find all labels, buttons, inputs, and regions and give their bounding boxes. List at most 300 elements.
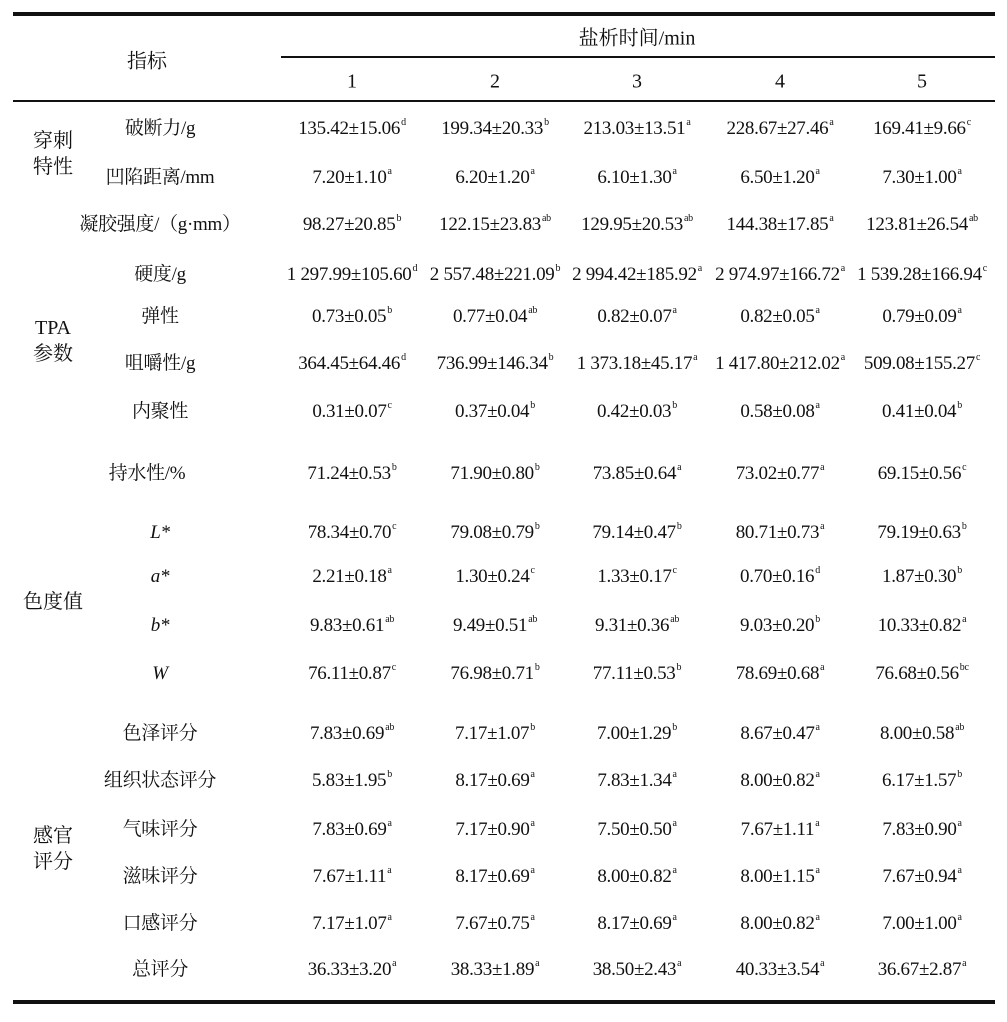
- significance-letter: a: [829, 212, 834, 224]
- table-cell: [882, 912, 961, 936]
- group-label-line: 参数: [33, 343, 73, 365]
- column-header-4: 4: [775, 70, 785, 93]
- group-label-0: [33, 128, 73, 180]
- significance-letter: a: [530, 911, 535, 923]
- group-label-line: 评分: [33, 851, 73, 873]
- significance-letter: a: [957, 911, 962, 923]
- group-label-line: 特性: [33, 156, 73, 178]
- significance-letter: a: [387, 864, 392, 876]
- group-label-line: TPA: [35, 317, 71, 339]
- cell-value: 8.00±1.15: [740, 866, 815, 887]
- table-cell: [736, 662, 825, 686]
- cell-value: 228.67±27.46: [726, 118, 829, 139]
- significance-letter: a: [387, 165, 392, 177]
- cell-value: 0.41±0.04: [882, 401, 957, 422]
- significance-letter: b: [555, 262, 561, 274]
- significance-letter: b: [676, 520, 682, 532]
- significance-letter: ab: [385, 613, 395, 625]
- significance-letter: b: [676, 661, 682, 673]
- table-cell: [736, 462, 825, 486]
- cell-value: 7.67±0.94: [882, 866, 957, 887]
- table-cell: [287, 263, 417, 287]
- significance-letter: b: [957, 768, 962, 780]
- table-cell: [455, 166, 534, 190]
- significance-letter: a: [962, 957, 967, 969]
- cell-value: 6.20±1.20: [455, 167, 530, 188]
- cell-value: 0.82±0.07: [597, 306, 672, 327]
- significance-letter: a: [672, 864, 677, 876]
- cell-value: 9.49±0.51: [452, 615, 528, 636]
- table-cell: [455, 769, 534, 793]
- significance-letter: bc: [959, 661, 969, 673]
- table-cell: [308, 958, 397, 982]
- significance-letter: ab: [670, 613, 680, 625]
- significance-letter: b: [391, 461, 397, 473]
- significance-letter: a: [686, 116, 691, 128]
- table-cell: [878, 462, 967, 486]
- table-cell: [878, 614, 967, 638]
- significance-letter: b: [957, 564, 962, 576]
- significance-letter: a: [840, 262, 845, 274]
- group-label-1: [33, 315, 73, 367]
- cell-value: 0.82±0.05: [740, 306, 815, 327]
- table-cell: [740, 565, 820, 589]
- cell-value: 509.08±155.27: [863, 353, 975, 374]
- table-cell: [715, 352, 845, 376]
- significance-letter: a: [672, 817, 677, 829]
- table-cell: [873, 117, 971, 141]
- table-cell: [453, 614, 537, 638]
- table-cell: [857, 263, 987, 287]
- row-label: b*: [150, 615, 170, 636]
- significance-letter: c: [982, 262, 987, 274]
- table-cell: [597, 166, 676, 190]
- row-label: 破断力/g: [124, 118, 196, 139]
- cell-value: 6.10±1.30: [597, 167, 672, 188]
- table-cell: [592, 521, 681, 545]
- cell-value: 0.58±0.08: [740, 401, 815, 422]
- table-cell: [310, 614, 394, 638]
- significance-letter: a: [815, 911, 820, 923]
- table-cell: [581, 213, 693, 237]
- cell-value: 2 974.97±166.72: [715, 264, 840, 285]
- significance-letter: b: [548, 351, 554, 363]
- table-cell: [740, 722, 819, 746]
- significance-letter: ab: [528, 304, 538, 316]
- row-label: 持水性/%: [108, 463, 186, 484]
- table-cell: [882, 400, 962, 424]
- table-cell: [593, 662, 681, 686]
- row-label: 色泽评分: [122, 723, 198, 744]
- cell-value: 7.50±0.50: [597, 819, 672, 840]
- cell-value: 1.30±0.24: [455, 566, 530, 587]
- table-cell: [875, 662, 968, 686]
- cell-value: 7.17±0.90: [455, 819, 530, 840]
- table-cell: [593, 462, 682, 486]
- column-header-1: 1: [347, 70, 357, 93]
- cell-value: 2 557.48±221.09: [429, 264, 555, 285]
- cell-value: 40.33±3.54: [735, 959, 820, 980]
- data-table: [13, 12, 995, 1004]
- table-cell: [597, 769, 676, 793]
- table-cell: [298, 352, 406, 376]
- table-cell: [439, 213, 551, 237]
- cell-value: 0.77±0.04: [452, 306, 528, 327]
- bottom-rule: [13, 1000, 995, 1004]
- cell-value: 78.69±0.68: [735, 663, 820, 684]
- cell-value: 213.03±13.51: [583, 118, 686, 139]
- significance-letter: a: [530, 768, 535, 780]
- cell-value: 9.31±0.36: [594, 615, 670, 636]
- cell-value: 736.99±146.34: [436, 353, 548, 374]
- table-cell: [308, 521, 397, 545]
- cell-value: 8.00±0.82: [597, 866, 672, 887]
- cell-value: 36.33±3.20: [307, 959, 392, 980]
- table-cell: [740, 865, 819, 889]
- cell-value: 98.27±20.85: [302, 214, 396, 235]
- table-cell: [312, 565, 391, 589]
- cell-value: 135.42±15.06: [298, 118, 401, 139]
- cell-value: 7.17±1.07: [455, 723, 530, 744]
- significance-letter: c: [975, 351, 981, 363]
- table-cell: [736, 958, 825, 982]
- cell-value: 79.08±0.79: [450, 522, 534, 543]
- table-cell: [741, 818, 820, 842]
- cell-value: 1.87±0.30: [882, 566, 957, 587]
- table-cell: [880, 722, 964, 746]
- table-cell: [577, 352, 698, 376]
- table-cell: [455, 400, 535, 424]
- cell-value: 8.00±0.58: [879, 723, 955, 744]
- table-cell: [307, 462, 396, 486]
- table-cell: [715, 263, 845, 287]
- group-header: 盐析时间/min: [578, 27, 696, 50]
- significance-letter: a: [677, 461, 682, 473]
- significance-letter: ab: [541, 212, 551, 224]
- table-cell: [882, 565, 962, 589]
- significance-letter: d: [401, 351, 406, 363]
- significance-letter: c: [387, 399, 392, 411]
- cell-value: 7.83±0.69: [309, 723, 385, 744]
- cell-value: 9.03±0.20: [740, 615, 815, 636]
- row-label: a*: [150, 566, 170, 587]
- significance-letter: a: [672, 304, 677, 316]
- column-header-2: 2: [490, 70, 500, 93]
- significance-letter: b: [530, 399, 535, 411]
- table-cell: [727, 117, 834, 141]
- table-cell: [597, 865, 676, 889]
- significance-letter: a: [387, 564, 392, 576]
- significance-letter: c: [392, 520, 397, 532]
- table-cell: [450, 462, 539, 486]
- cell-value: 7.83±0.69: [312, 819, 387, 840]
- table-cell: [740, 166, 819, 190]
- significance-letter: a: [815, 817, 820, 829]
- cell-value: 7.67±1.11: [740, 819, 815, 840]
- cell-value: 79.19±0.63: [877, 522, 961, 543]
- significance-letter: a: [815, 864, 820, 876]
- column-header-5: 5: [917, 70, 927, 93]
- group-label-4: [33, 823, 73, 875]
- significance-letter: a: [530, 165, 535, 177]
- significance-letter: a: [697, 262, 702, 274]
- significance-letter: ab: [385, 721, 395, 733]
- significance-letter: ab: [683, 212, 693, 224]
- table-cell: [312, 818, 391, 842]
- cell-value: 7.00±1.29: [597, 723, 672, 744]
- significance-letter: a: [530, 864, 535, 876]
- cell-value: 80.71±0.73: [735, 522, 820, 543]
- table-cell: [864, 352, 980, 376]
- table-cell: [441, 117, 549, 141]
- cell-value: 1 417.80±212.02: [715, 353, 840, 374]
- table-cell: [455, 722, 535, 746]
- table-cell: [866, 213, 978, 237]
- cell-value: 1 297.99±105.60: [286, 264, 412, 285]
- cell-value: 6.50±1.20: [740, 167, 815, 188]
- cell-value: 169.41±9.66: [873, 118, 966, 139]
- cell-value: 77.11±0.53: [592, 663, 676, 684]
- table-cell: [597, 818, 676, 842]
- table-cell: [882, 865, 961, 889]
- table-cell: [572, 263, 702, 287]
- significance-letter: a: [820, 661, 825, 673]
- table-cell: [740, 305, 819, 329]
- significance-letter: a: [840, 351, 845, 363]
- group-label-line: 穿刺: [33, 130, 73, 152]
- significance-letter: a: [829, 116, 834, 128]
- cell-value: 9.83±0.61: [309, 615, 385, 636]
- row-label: 弹性: [141, 306, 179, 327]
- cell-value: 10.33±0.82: [877, 615, 962, 636]
- cell-value: 0.70±0.16: [740, 566, 815, 587]
- cell-value: 8.00±0.82: [740, 770, 815, 791]
- significance-letter: c: [391, 661, 396, 673]
- table-cell: [312, 769, 392, 793]
- group-label-line: 感官: [33, 825, 73, 847]
- table-cell: [736, 521, 825, 545]
- row-label: 总评分: [131, 959, 189, 980]
- cell-value: 1 373.18±45.17: [576, 353, 693, 374]
- cell-value: 7.83±0.90: [882, 819, 957, 840]
- cell-value: 2.21±0.18: [312, 566, 387, 587]
- table-cell: [310, 722, 394, 746]
- significance-letter: c: [672, 564, 677, 576]
- cell-value: 79.14±0.47: [592, 522, 676, 543]
- significance-letter: c: [530, 564, 535, 576]
- significance-letter: a: [815, 768, 820, 780]
- cell-value: 0.79±0.09: [882, 306, 957, 327]
- significance-letter: a: [672, 911, 677, 923]
- table-cell: [455, 818, 534, 842]
- significance-letter: a: [677, 957, 682, 969]
- cell-value: 129.95±20.53: [581, 214, 683, 235]
- significance-letter: a: [957, 304, 962, 316]
- table-cell: [597, 305, 676, 329]
- table-cell: [597, 912, 676, 936]
- table-cell: [312, 305, 392, 329]
- row-label: 硬度/g: [134, 264, 186, 285]
- table-cell: [584, 117, 691, 141]
- cell-value: 144.38±17.85: [726, 214, 829, 235]
- cell-value: 6.17±1.57: [882, 770, 957, 791]
- table-cell: [453, 305, 537, 329]
- significance-letter: c: [966, 116, 971, 128]
- significance-letter: b: [957, 399, 962, 411]
- cell-value: 7.00±1.00: [882, 913, 957, 934]
- cell-value: 199.34±20.33: [441, 118, 544, 139]
- header-mid-rule: [281, 56, 995, 58]
- row-label: L*: [150, 522, 170, 543]
- table-cell: [740, 769, 819, 793]
- cell-value: 7.67±1.11: [312, 866, 387, 887]
- significance-letter: a: [820, 957, 825, 969]
- significance-letter: a: [387, 911, 392, 923]
- cell-value: 2 994.42±185.92: [572, 264, 697, 285]
- cell-value: 73.85±0.64: [592, 463, 677, 484]
- table-cell: [313, 865, 392, 889]
- cell-value: 7.30±1.00: [882, 167, 957, 188]
- table-cell: [451, 958, 540, 982]
- significance-letter: d: [401, 116, 406, 128]
- cell-value: 71.24±0.53: [307, 463, 391, 484]
- cell-value: 7.67±0.75: [455, 913, 530, 934]
- significance-letter: a: [387, 817, 392, 829]
- cell-value: 1 539.28±166.94: [857, 264, 982, 285]
- cell-value: 7.17±1.07: [312, 913, 387, 934]
- cell-value: 8.67±0.47: [740, 723, 815, 744]
- significance-letter: ab: [968, 212, 978, 224]
- cell-value: 0.42±0.03: [597, 401, 672, 422]
- significance-letter: b: [534, 661, 540, 673]
- row-label: 滋味评分: [122, 866, 198, 887]
- table-cell: [312, 912, 391, 936]
- table-cell: [450, 662, 539, 686]
- table-cell: [740, 400, 819, 424]
- cell-value: 7.83±1.34: [597, 770, 672, 791]
- cell-value: 38.33±1.89: [450, 959, 535, 980]
- row-label: W: [152, 663, 168, 684]
- table-cell: [597, 722, 677, 746]
- table-cell: [298, 117, 406, 141]
- significance-letter: b: [396, 212, 402, 224]
- row-label: 口感评分: [122, 913, 198, 934]
- significance-letter: b: [672, 721, 677, 733]
- cell-value: 8.17±0.69: [597, 913, 672, 934]
- significance-letter: a: [962, 613, 967, 625]
- significance-letter: a: [957, 864, 962, 876]
- table-cell: [593, 958, 682, 982]
- top-rule: [13, 12, 995, 16]
- significance-letter: a: [672, 165, 677, 177]
- row-label: 咀嚼性/g: [124, 353, 196, 374]
- table-cell: [455, 565, 534, 589]
- row-label: 内聚性: [131, 401, 189, 422]
- table-cell: [882, 769, 962, 793]
- table-cell: [455, 865, 534, 889]
- table-cell: [312, 400, 391, 424]
- significance-letter: b: [534, 520, 540, 532]
- cell-value: 69.15±0.56: [877, 463, 962, 484]
- index-header: 指标: [127, 50, 167, 73]
- row-label: 凹陷距离/mm: [105, 167, 215, 188]
- significance-letter: d: [815, 564, 820, 576]
- significance-letter: a: [815, 304, 820, 316]
- cell-value: 76.98±0.71: [450, 663, 534, 684]
- significance-letter: b: [672, 399, 677, 411]
- table-cell: [740, 614, 820, 638]
- group-label-line: 色度值: [23, 591, 83, 613]
- table-cell: [877, 521, 966, 545]
- significance-letter: a: [815, 399, 820, 411]
- significance-letter: a: [957, 817, 962, 829]
- cell-value: 1.33±0.17: [597, 566, 672, 587]
- cell-value: 8.17±0.69: [455, 866, 530, 887]
- table-cell: [882, 818, 961, 842]
- row-label: 凝胶强度/（g·mm）: [79, 214, 241, 235]
- row-label: 气味评分: [122, 819, 198, 840]
- cell-value: 7.20±1.10: [312, 167, 387, 188]
- cell-value: 76.68±0.56: [875, 663, 959, 684]
- table-cell: [882, 166, 961, 190]
- cell-value: 0.37±0.04: [455, 401, 530, 422]
- cell-value: 76.11±0.87: [308, 663, 391, 684]
- cell-value: 78.34±0.70: [307, 522, 392, 543]
- significance-letter: b: [544, 116, 549, 128]
- table-cell: [312, 166, 391, 190]
- significance-letter: a: [672, 768, 677, 780]
- table-cell: [437, 352, 554, 376]
- table-cell: [727, 213, 834, 237]
- cell-value: 38.50±2.43: [592, 959, 677, 980]
- significance-letter: b: [534, 461, 540, 473]
- significance-letter: b: [387, 304, 392, 316]
- significance-letter: d: [412, 262, 418, 274]
- table-cell: [308, 662, 396, 686]
- cell-value: 8.17±0.69: [455, 770, 530, 791]
- cell-value: 5.83±1.95: [312, 770, 387, 791]
- table-cell: [740, 912, 819, 936]
- significance-letter: a: [815, 721, 820, 733]
- group-label-3: [23, 589, 83, 615]
- cell-value: 123.81±26.54: [866, 214, 968, 235]
- table-cell: [455, 912, 534, 936]
- significance-letter: c: [962, 461, 967, 473]
- significance-letter: a: [530, 817, 535, 829]
- cell-value: 8.00±0.82: [740, 913, 815, 934]
- significance-letter: a: [820, 520, 825, 532]
- table-cell: [878, 958, 967, 982]
- cell-value: 0.31±0.07: [312, 401, 387, 422]
- table-cell: [597, 565, 676, 589]
- significance-letter: a: [535, 957, 540, 969]
- table-cell: [597, 400, 677, 424]
- column-header-3: 3: [632, 70, 642, 93]
- cell-value: 0.73±0.05: [312, 306, 387, 327]
- header-bottom-rule: [13, 100, 995, 102]
- cell-value: 71.90±0.80: [450, 463, 534, 484]
- significance-letter: a: [957, 165, 962, 177]
- significance-letter: b: [961, 520, 967, 532]
- significance-letter: b: [815, 613, 820, 625]
- table-cell: [430, 263, 560, 287]
- cell-value: 364.45±64.46: [298, 353, 401, 374]
- table-cell: [303, 213, 401, 237]
- significance-letter: b: [387, 768, 392, 780]
- table-cell: [882, 305, 961, 329]
- table-cell: [595, 614, 679, 638]
- significance-letter: a: [815, 165, 820, 177]
